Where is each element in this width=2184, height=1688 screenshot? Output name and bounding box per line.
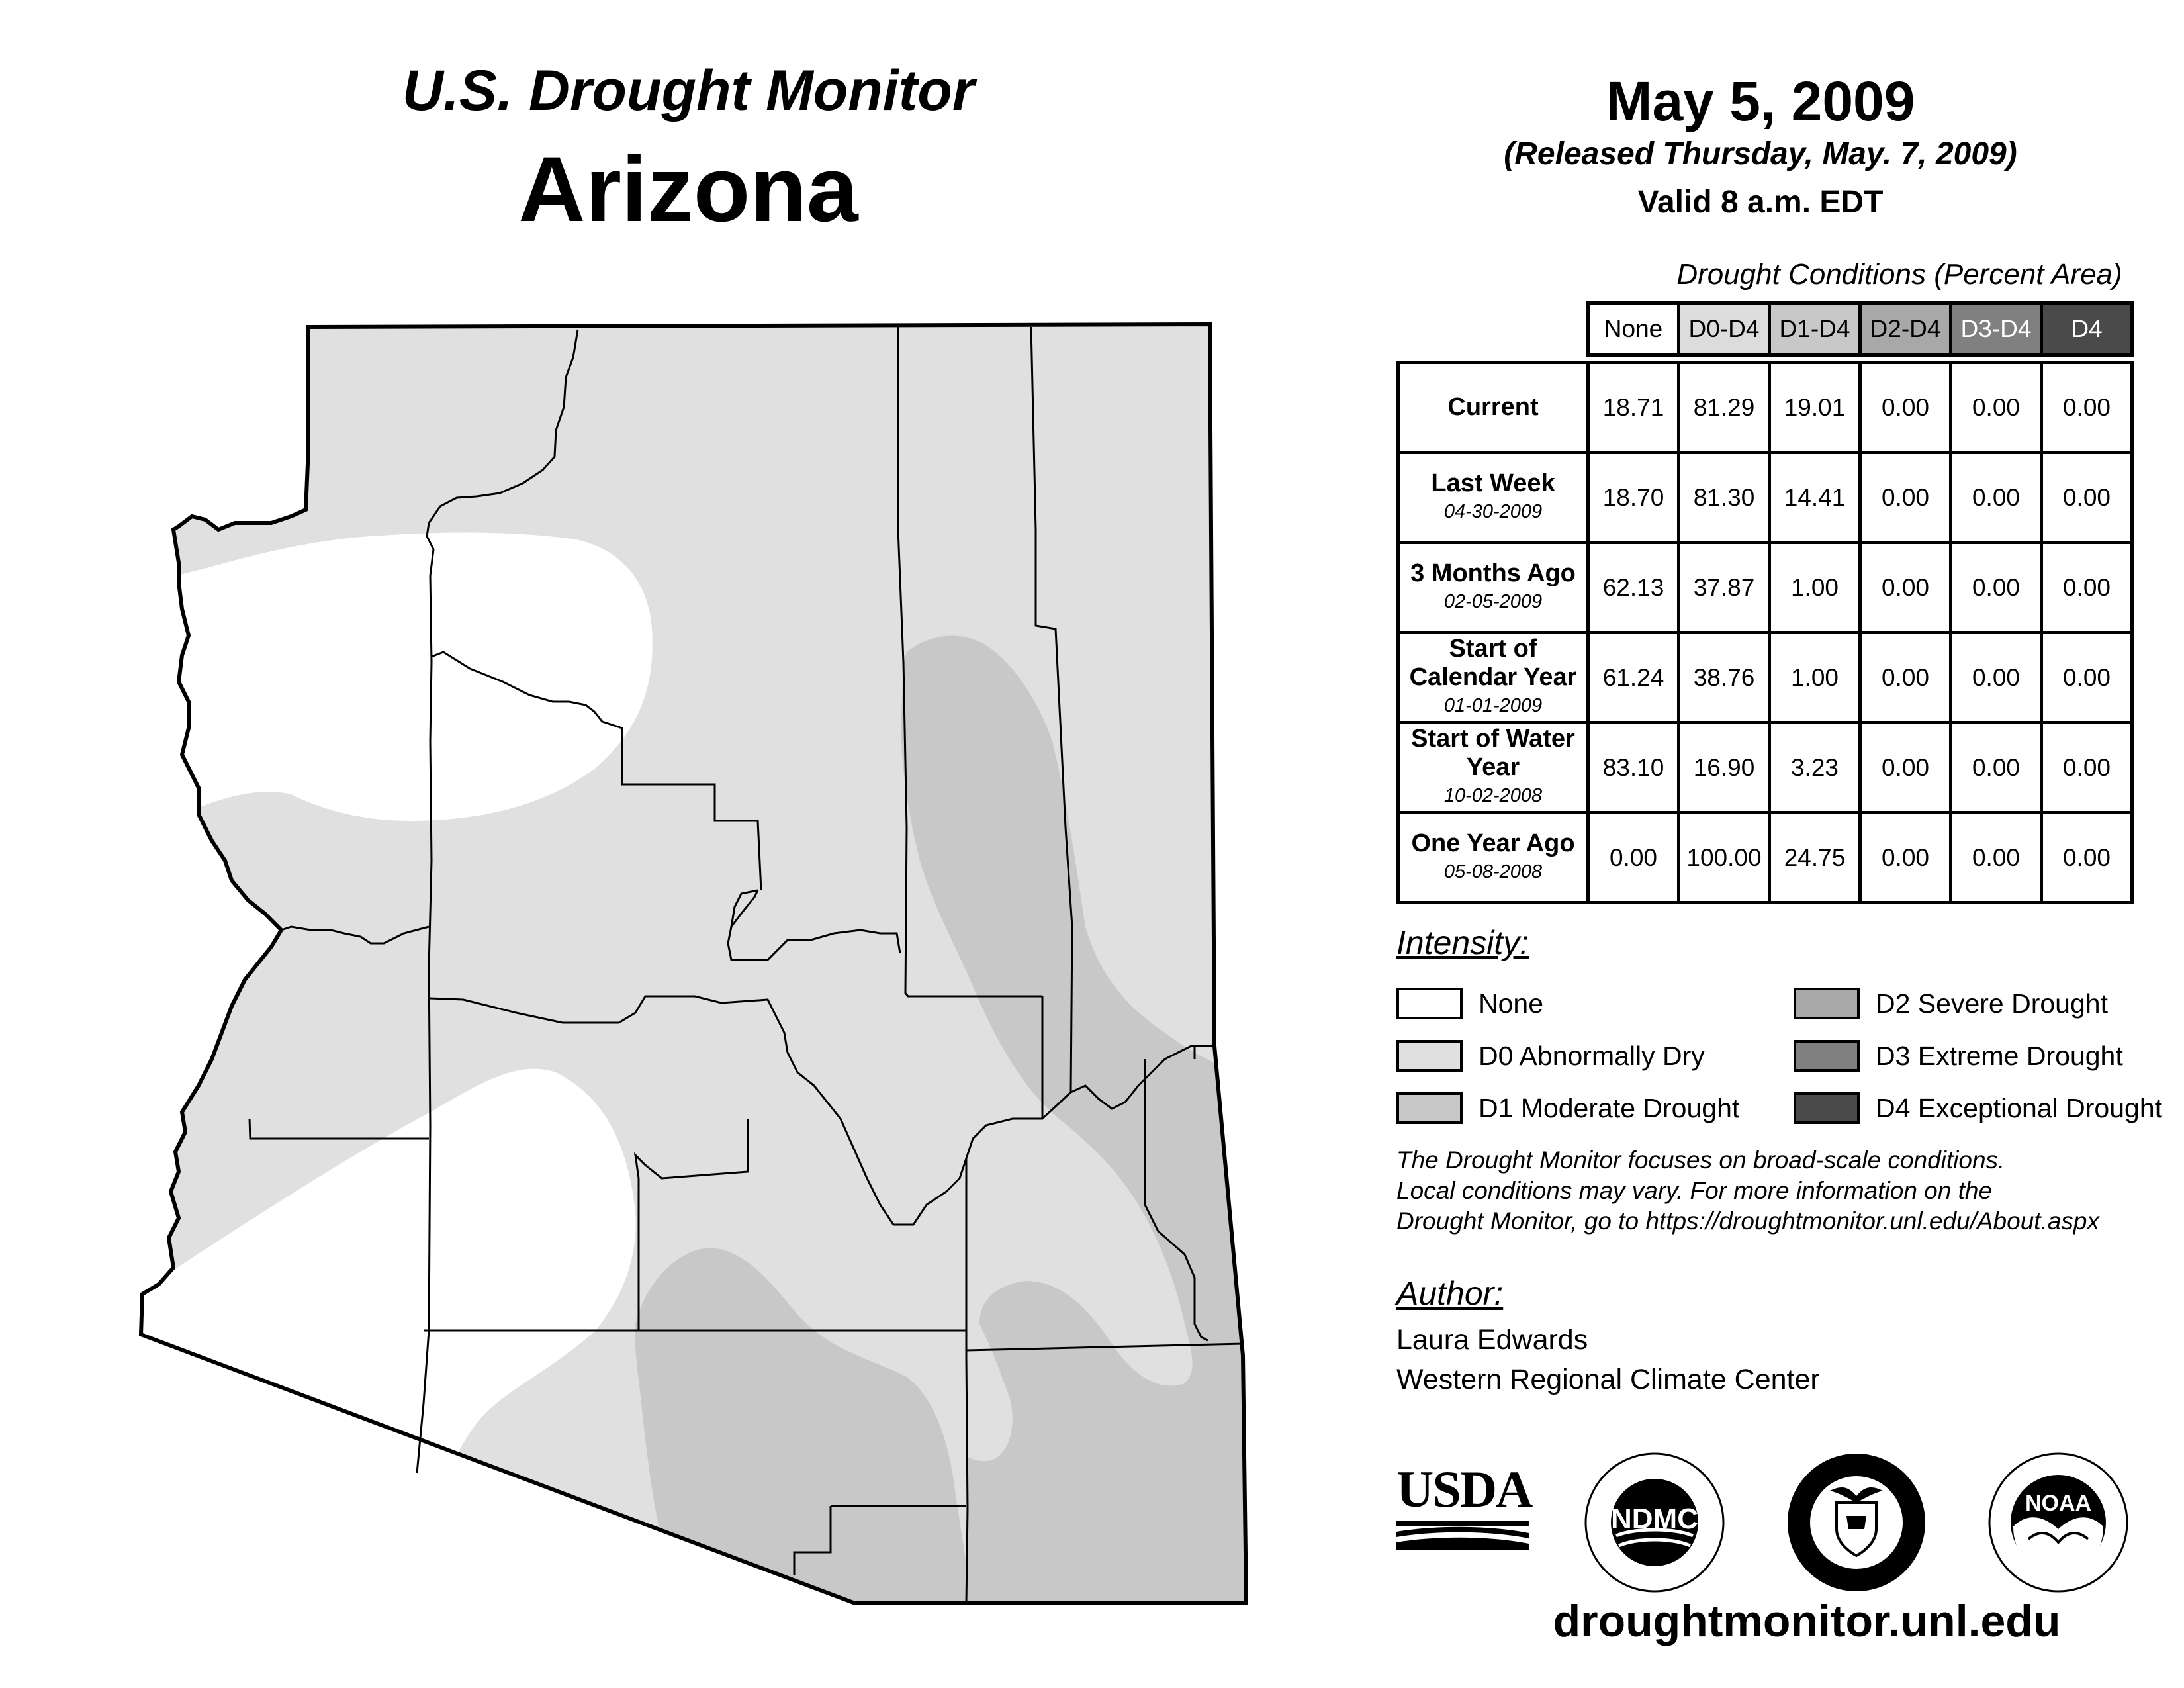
ndmc-logo xyxy=(1582,1450,1727,1595)
row-label-text: Last Week xyxy=(1431,469,1555,497)
usda-logo xyxy=(1396,1460,1532,1556)
legend-swatch xyxy=(1396,988,1463,1019)
row-date: 04-30-2009 xyxy=(1443,500,1543,522)
table-cell: 0.00 xyxy=(1951,813,2042,903)
map-title: U.S. Drought Monitor xyxy=(402,59,975,122)
table-cell: 38.76 xyxy=(1679,633,1770,723)
row-label xyxy=(1398,453,1588,543)
table-cell: 0.00 xyxy=(2042,453,2132,543)
legend-item xyxy=(1794,1037,2123,1074)
state-name: Arizona xyxy=(518,137,858,241)
table-cell: 16.90 xyxy=(1679,723,1770,813)
footer-url[interactable]: droughtmonitor.unl.edu xyxy=(1553,1596,2061,1646)
legend-item xyxy=(1396,985,1543,1022)
legend-label: D0 Abnormally Dry xyxy=(1479,1040,1705,1071)
column-header-d4: D4 xyxy=(2042,303,2132,355)
legend-label: D3 Extreme Drought xyxy=(1876,1040,2123,1071)
legend-label: None xyxy=(1479,988,1544,1019)
legend-swatch xyxy=(1396,1040,1463,1072)
column-header-d1-d4: D1-D4 xyxy=(1770,303,1860,355)
row-label-text: 3 Months Ago xyxy=(1410,559,1576,587)
table-cell: 81.29 xyxy=(1679,363,1770,453)
legend-swatch xyxy=(1396,1092,1463,1124)
table-row xyxy=(1398,813,2132,903)
table-row xyxy=(1398,453,2132,543)
row-date: 01-01-2009 xyxy=(1443,695,1543,716)
table-cell: 100.00 xyxy=(1679,813,1770,903)
table-cell: 1.00 xyxy=(1770,633,1860,723)
drought-conditions-table xyxy=(1396,301,2134,904)
row-date: 05-08-2008 xyxy=(1443,861,1543,882)
legend-swatch xyxy=(1794,1092,1860,1124)
usda-logo-text: USDA xyxy=(1396,1460,1532,1518)
note-line: Drought Monitor, go to https://droughtmonitor.unl.edu/About.aspx xyxy=(1396,1207,2099,1235)
table-cell: 14.41 xyxy=(1770,453,1860,543)
table-cell: 0.00 xyxy=(1951,363,2042,453)
table-cell: 37.87 xyxy=(1679,543,1770,633)
note-line: The Drought Monitor focuses on broad-scale conditions. xyxy=(1396,1147,2005,1174)
row-label xyxy=(1398,363,1588,453)
table-cell: 0.00 xyxy=(2042,813,2132,903)
legend-label: D1 Moderate Drought xyxy=(1479,1092,1740,1123)
table-row xyxy=(1398,543,2132,633)
column-header-none: None xyxy=(1588,303,1679,355)
row-label xyxy=(1398,633,1588,723)
row-label-text: Start of Calendar Year xyxy=(1409,635,1577,691)
row-label-text: Current xyxy=(1447,393,1539,421)
table-cell: 62.13 xyxy=(1588,543,1679,633)
noaa-logo xyxy=(1985,1450,2131,1595)
table-caption: Drought Conditions (Percent Area) xyxy=(1676,258,2122,291)
usda-logo-stripes xyxy=(1396,1516,1529,1556)
table-cell: 18.70 xyxy=(1588,453,1679,543)
release-date: (Released Thursday, May. 7, 2009) xyxy=(1504,136,2017,171)
table-cell: 0.00 xyxy=(1951,633,2042,723)
table-row xyxy=(1398,633,2132,723)
row-label-text: One Year Ago xyxy=(1411,829,1575,857)
table-cell: 1.00 xyxy=(1770,543,1860,633)
table-header-row xyxy=(1398,303,2132,355)
commerce-logo xyxy=(1784,1450,1929,1595)
table-cell: 19.01 xyxy=(1770,363,1860,453)
table-cell: 81.30 xyxy=(1679,453,1770,543)
legend-item xyxy=(1794,985,2108,1022)
table-cell: 0.00 xyxy=(2042,633,2132,723)
legend-heading: Intensity: xyxy=(1396,924,1529,961)
row-label xyxy=(1398,723,1588,813)
table-cell: 18.71 xyxy=(1588,363,1679,453)
note-line: Local conditions may vary. For more information on the xyxy=(1396,1177,1993,1204)
table-cell: 0.00 xyxy=(2042,723,2132,813)
table-cell: 0.00 xyxy=(2042,543,2132,633)
row-date: 02-05-2009 xyxy=(1443,590,1543,612)
table-body xyxy=(1398,363,2132,903)
column-header-d0-d4: D0-D4 xyxy=(1679,303,1770,355)
table-cell: 0.00 xyxy=(2042,363,2132,453)
table-cell: 0.00 xyxy=(1860,543,1951,633)
author-organization: Western Regional Climate Center xyxy=(1396,1364,1820,1395)
none-area-northwest xyxy=(172,533,653,821)
noaa-seal xyxy=(1985,1450,2131,1595)
author-heading: Author: xyxy=(1396,1275,1504,1312)
row-label xyxy=(1398,543,1588,633)
legend-swatch xyxy=(1794,988,1860,1019)
legend-label: D4 Exceptional Drought xyxy=(1876,1092,2163,1123)
table-cell: 0.00 xyxy=(1588,813,1679,903)
noaa-logo-text: NOAA xyxy=(2025,1491,2092,1516)
table-cell: 0.00 xyxy=(1860,633,1951,723)
column-header-d3-d4: D3-D4 xyxy=(1951,303,2042,355)
column-header-d2-d4: D2-D4 xyxy=(1860,303,1951,355)
legend-item xyxy=(1794,1090,2162,1127)
table-cell: 0.00 xyxy=(1860,813,1951,903)
table-cell: 3.23 xyxy=(1770,723,1860,813)
table-cell: 0.00 xyxy=(1951,543,2042,633)
table-row xyxy=(1398,363,2132,453)
arizona-drought-map xyxy=(132,311,1257,1609)
legend-item xyxy=(1396,1090,1739,1127)
row-date: 10-02-2008 xyxy=(1443,785,1543,806)
table-cell: 0.00 xyxy=(1951,723,2042,813)
table-cell: 0.00 xyxy=(1860,453,1951,543)
table-cell: 61.24 xyxy=(1588,633,1679,723)
table-cell: 24.75 xyxy=(1770,813,1860,903)
ndmc-logo-text: NDMC xyxy=(1611,1503,1698,1535)
map-date: May 5, 2009 xyxy=(1606,70,1915,132)
legend-label: D2 Severe Drought xyxy=(1876,988,2108,1019)
commerce-seal xyxy=(1784,1450,1929,1595)
table-cell: 83.10 xyxy=(1588,723,1679,813)
legend-item xyxy=(1396,1037,1705,1074)
table-cell: 0.00 xyxy=(1860,723,1951,813)
row-label-text: Start of Water Year xyxy=(1411,725,1575,781)
row-label xyxy=(1398,813,1588,903)
author-name: Laura Edwards xyxy=(1396,1324,1588,1356)
legend-swatch xyxy=(1794,1040,1860,1072)
table-row xyxy=(1398,723,2132,813)
table-corner xyxy=(1398,303,1588,355)
valid-time: Valid 8 a.m. EDT xyxy=(1637,185,1884,220)
table-cell: 0.00 xyxy=(1951,453,2042,543)
disclaimer-note xyxy=(1396,1145,2164,1237)
table-cell: 0.00 xyxy=(1860,363,1951,453)
